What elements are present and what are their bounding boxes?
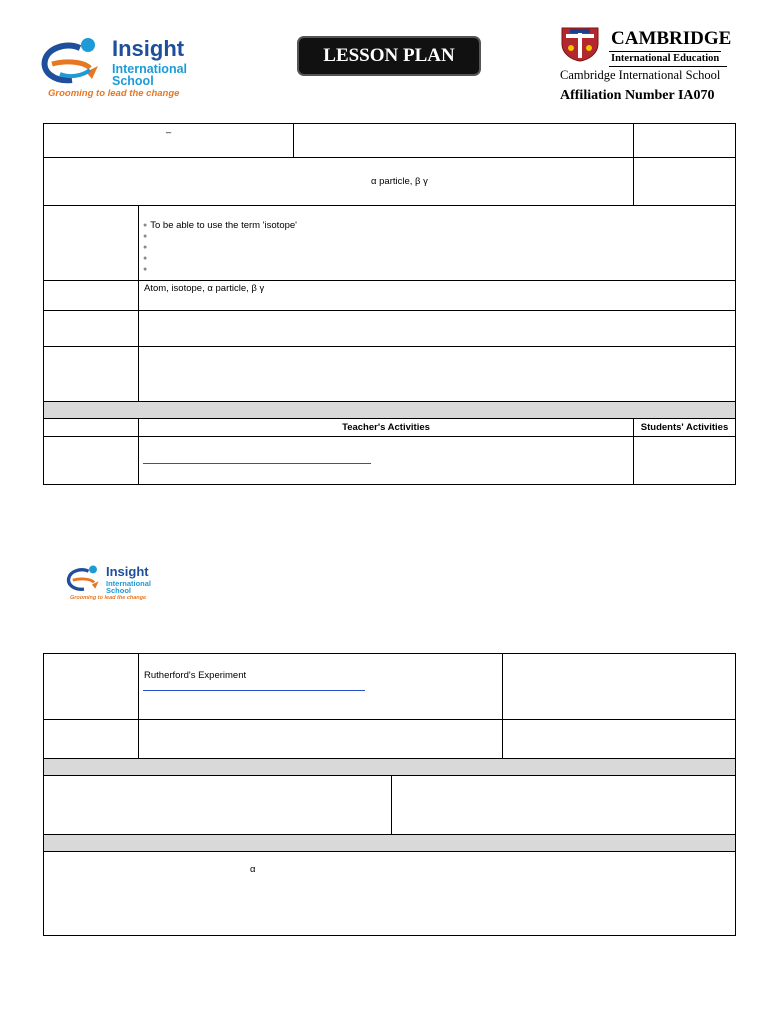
insight-logo-small <box>66 564 166 604</box>
table-row <box>44 158 736 206</box>
table-row <box>44 759 736 776</box>
insight-logo-small-icon <box>66 564 102 594</box>
affiliation-number: Affiliation Number IA070 <box>560 88 715 103</box>
table-row <box>44 402 736 419</box>
table-row <box>44 437 736 485</box>
teacher-activities-cell <box>139 437 634 485</box>
cambridge-divider <box>609 51 721 52</box>
table-cell <box>139 347 736 402</box>
table-cell <box>44 311 139 347</box>
table-row <box>44 206 736 281</box>
cambridge-divider-2 <box>609 66 727 67</box>
cambridge-title: CAMBRIDGE <box>611 28 732 49</box>
experiment-link[interactable] <box>143 690 365 691</box>
cambridge-crest-icon <box>560 26 600 62</box>
table-cell <box>503 654 736 720</box>
table-cell <box>44 654 139 720</box>
students-activities-header: Students' Activities <box>634 419 736 437</box>
teacher-activities-header: Teacher's Activities <box>139 419 634 437</box>
list-item: ● To be able to use the term 'isotope' <box>143 220 735 231</box>
logo-sub1: International <box>112 62 188 76</box>
row1-mark: – <box>165 127 172 138</box>
page-title: LESSON PLAN <box>299 38 479 74</box>
logo-sub1-small: International <box>106 579 152 588</box>
table-cell <box>44 852 736 936</box>
table-cell <box>44 158 634 206</box>
list-item <box>143 242 735 253</box>
table-cell <box>634 124 736 158</box>
cambridge-subtitle: International Education <box>611 53 720 64</box>
lesson-plan-table-2 <box>43 653 736 936</box>
shaded-row <box>44 835 736 852</box>
table-cell <box>139 720 503 759</box>
table-cell <box>294 124 634 158</box>
table-cell <box>44 347 139 402</box>
table-cell <box>392 776 736 835</box>
table-row <box>44 281 736 311</box>
table-row <box>44 419 736 437</box>
cambridge-block <box>558 26 733 106</box>
table-cell <box>44 124 294 158</box>
lesson-plan-table-1 <box>43 123 736 485</box>
table-row <box>44 654 736 720</box>
table-cell <box>44 281 139 311</box>
insight-logo-icon <box>40 36 104 88</box>
table-row <box>44 124 736 158</box>
table-row <box>44 776 736 835</box>
logo-sub2-small: School <box>106 586 132 595</box>
table-row <box>44 852 736 936</box>
alpha-symbol: α <box>250 864 256 875</box>
table-cell <box>44 419 139 437</box>
list-item <box>143 231 735 242</box>
experiment-title: Rutherford's Experiment <box>144 670 247 681</box>
table-cell <box>44 206 139 281</box>
keywords-text: Atom, isotope, α particle, β γ <box>144 283 265 294</box>
insight-logo <box>40 36 215 100</box>
logo-tagline-small: Grooming to lead the change <box>70 595 147 601</box>
objectives-list <box>139 206 735 275</box>
shaded-row <box>44 759 736 776</box>
cambridge-school: Cambridge International School <box>560 68 721 82</box>
particles-text: α particle, β γ <box>371 176 428 187</box>
logo-name: Insight <box>112 36 185 61</box>
list-item <box>143 264 735 275</box>
activity-link[interactable] <box>143 463 371 464</box>
table-row <box>44 311 736 347</box>
shaded-row <box>44 402 736 419</box>
table-row <box>44 720 736 759</box>
logo-sub2: School <box>112 74 154 88</box>
logo-name-small: Insight <box>106 564 149 579</box>
table-cell <box>139 311 736 347</box>
table-cell <box>634 158 736 206</box>
experiment-cell <box>139 654 503 720</box>
table-cell <box>44 776 392 835</box>
table-row <box>44 347 736 402</box>
table-row <box>44 835 736 852</box>
list-item <box>143 253 735 264</box>
table-cell <box>44 720 139 759</box>
logo-tagline: Grooming to lead the change <box>48 88 180 99</box>
students-activities-cell <box>634 437 736 485</box>
objectives-cell <box>139 206 736 281</box>
table-cell <box>44 437 139 485</box>
table-cell <box>503 720 736 759</box>
keywords-cell <box>139 281 736 311</box>
